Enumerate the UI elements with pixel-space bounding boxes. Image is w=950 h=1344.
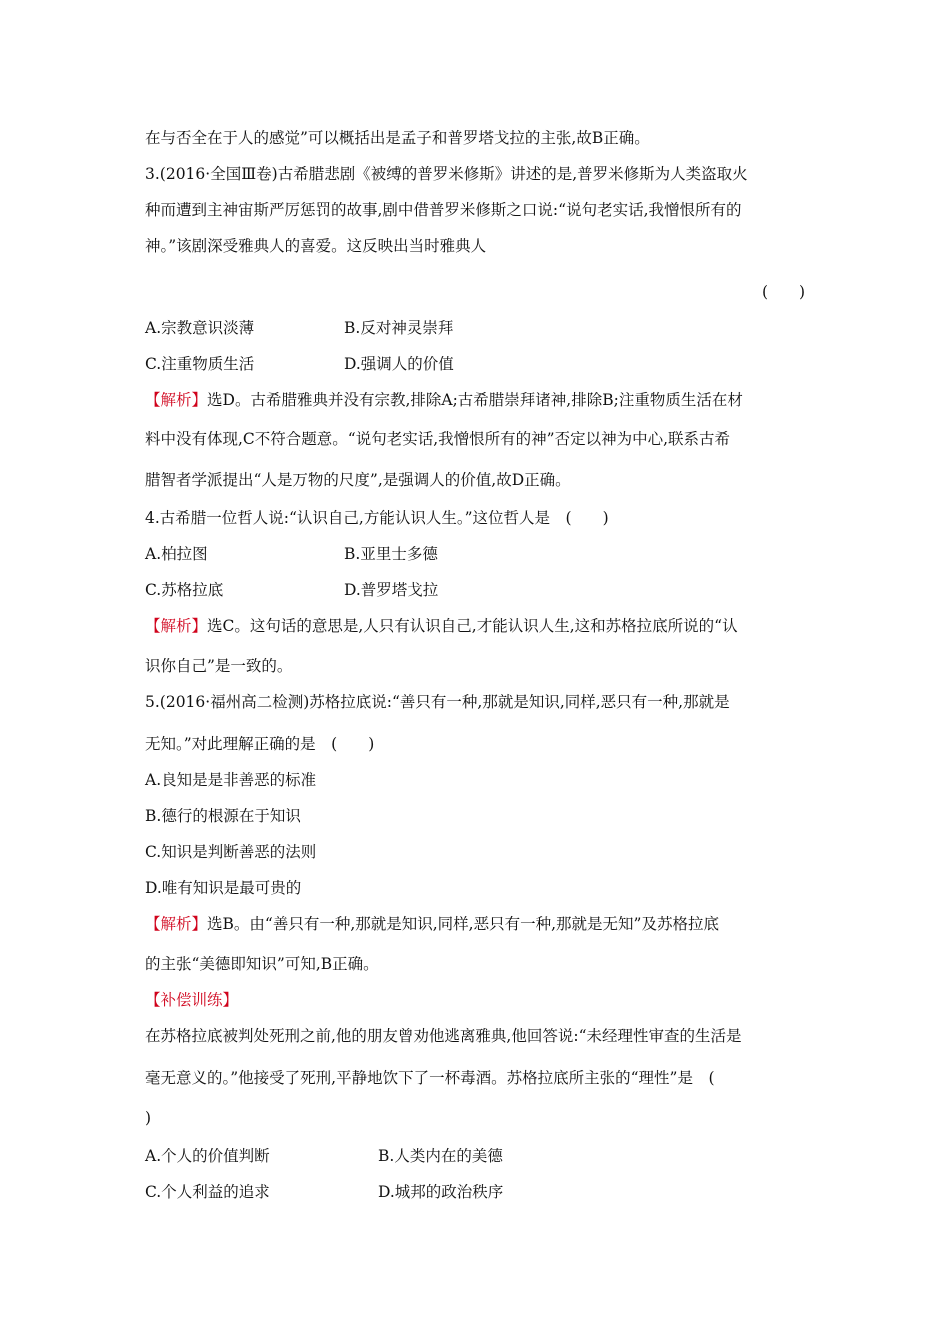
option-c: C.苏格拉底	[145, 581, 224, 599]
supplement-label: 【补偿训练】	[145, 991, 239, 1009]
text-line: 腊智者学派提出“人是万物的尺度”,是强调人的价值,故D正确。	[145, 471, 571, 489]
analysis-label: 【解析】	[145, 915, 208, 933]
analysis-label: 【解析】	[145, 617, 208, 635]
option-c: C.个人利益的追求	[145, 1183, 270, 1201]
option-a: A.柏拉图	[145, 545, 208, 563]
analysis-label: 【解析】	[145, 391, 208, 409]
text-line: )	[145, 1109, 152, 1127]
question-3-stem: 3.(2016·全国Ⅲ卷)古希腊悲剧《被缚的普罗米修斯》讲述的是,普罗米修斯为人类盗取火	[145, 165, 748, 183]
question-5-stem: 5.(2016·福州高二检测)苏格拉底说:“善只有一种,那就是知识,同样,恶只有一种,那就是	[145, 693, 730, 711]
option-a: A.宗教意识淡薄	[145, 319, 255, 337]
analysis-text: 选B。由“善只有一种,那就是知识,同样,恶只有一种,那就是无知”及苏格拉底	[207, 915, 719, 933]
option-d: D.强调人的价值	[344, 355, 454, 373]
analysis-q3	[145, 390, 743, 410]
text-line: 的主张“美德即知识”可知,B正确。	[145, 955, 379, 973]
analysis-text: 选C。这句话的意思是,人只有认识自己,才能认识人生,这和苏格拉底所说的“认	[207, 617, 738, 635]
option-a: A.良知是是非善恶的标准	[145, 771, 317, 789]
option-b: B.德行的根源在于知识	[145, 807, 301, 825]
option-c: C.注重物质生活	[145, 355, 255, 373]
option-b: B.人类内在的美德	[378, 1147, 503, 1165]
option-d: D.普罗塔戈拉	[344, 581, 439, 599]
option-d: D.唯有知识是最可贵的	[145, 879, 302, 897]
option-a: A.个人的价值判断	[145, 1147, 270, 1165]
analysis-text: 选D。古希腊雅典并没有宗教,排除A;古希腊崇拜诸神,排除B;注重物质生活在材	[207, 391, 743, 409]
text-line: 神。”该剧深受雅典人的喜爱。这反映出当时雅典人	[145, 237, 487, 255]
question-4-stem: 4.古希腊一位哲人说:“认识自己,方能认识人生。”这位哲人是 ( )	[145, 509, 609, 527]
analysis-q4	[145, 616, 738, 636]
analysis-q5	[145, 914, 719, 934]
supplement-stem: 在苏格拉底被判处死刑之前,他的朋友曾劝他逃离雅典,他回答说:“未经理性审查的生活是	[145, 1027, 742, 1045]
option-b: B.亚里士多德	[344, 545, 438, 563]
option-b: B.反对神灵崇拜	[344, 319, 454, 337]
option-c: C.知识是判断善恶的法则	[145, 843, 317, 861]
text-line: 在与否全在于人的感觉”可以概括出是孟子和普罗塔戈拉的主张,故B正确。	[145, 129, 650, 147]
answer-bracket: ( )	[762, 283, 806, 301]
text-line: 种而遭到主神宙斯严厉惩罚的故事,剧中借普罗米修斯之口说:“说句老实话,我憎恨所有的	[145, 201, 742, 219]
text-line: 毫无意义的。”他接受了死刑,平静地饮下了一杯毒酒。苏格拉底所主张的“理性”是 (	[145, 1069, 715, 1087]
text-line: 识你自己”是一致的。	[145, 657, 293, 675]
text-line: 无知。”对此理解正确的是 ( )	[145, 735, 375, 753]
option-d: D.城邦的政治秩序	[378, 1183, 504, 1201]
text-line: 料中没有体现,C不符合题意。“说句老实话,我憎恨所有的神”否定以神为中心,联系古希	[145, 430, 730, 448]
